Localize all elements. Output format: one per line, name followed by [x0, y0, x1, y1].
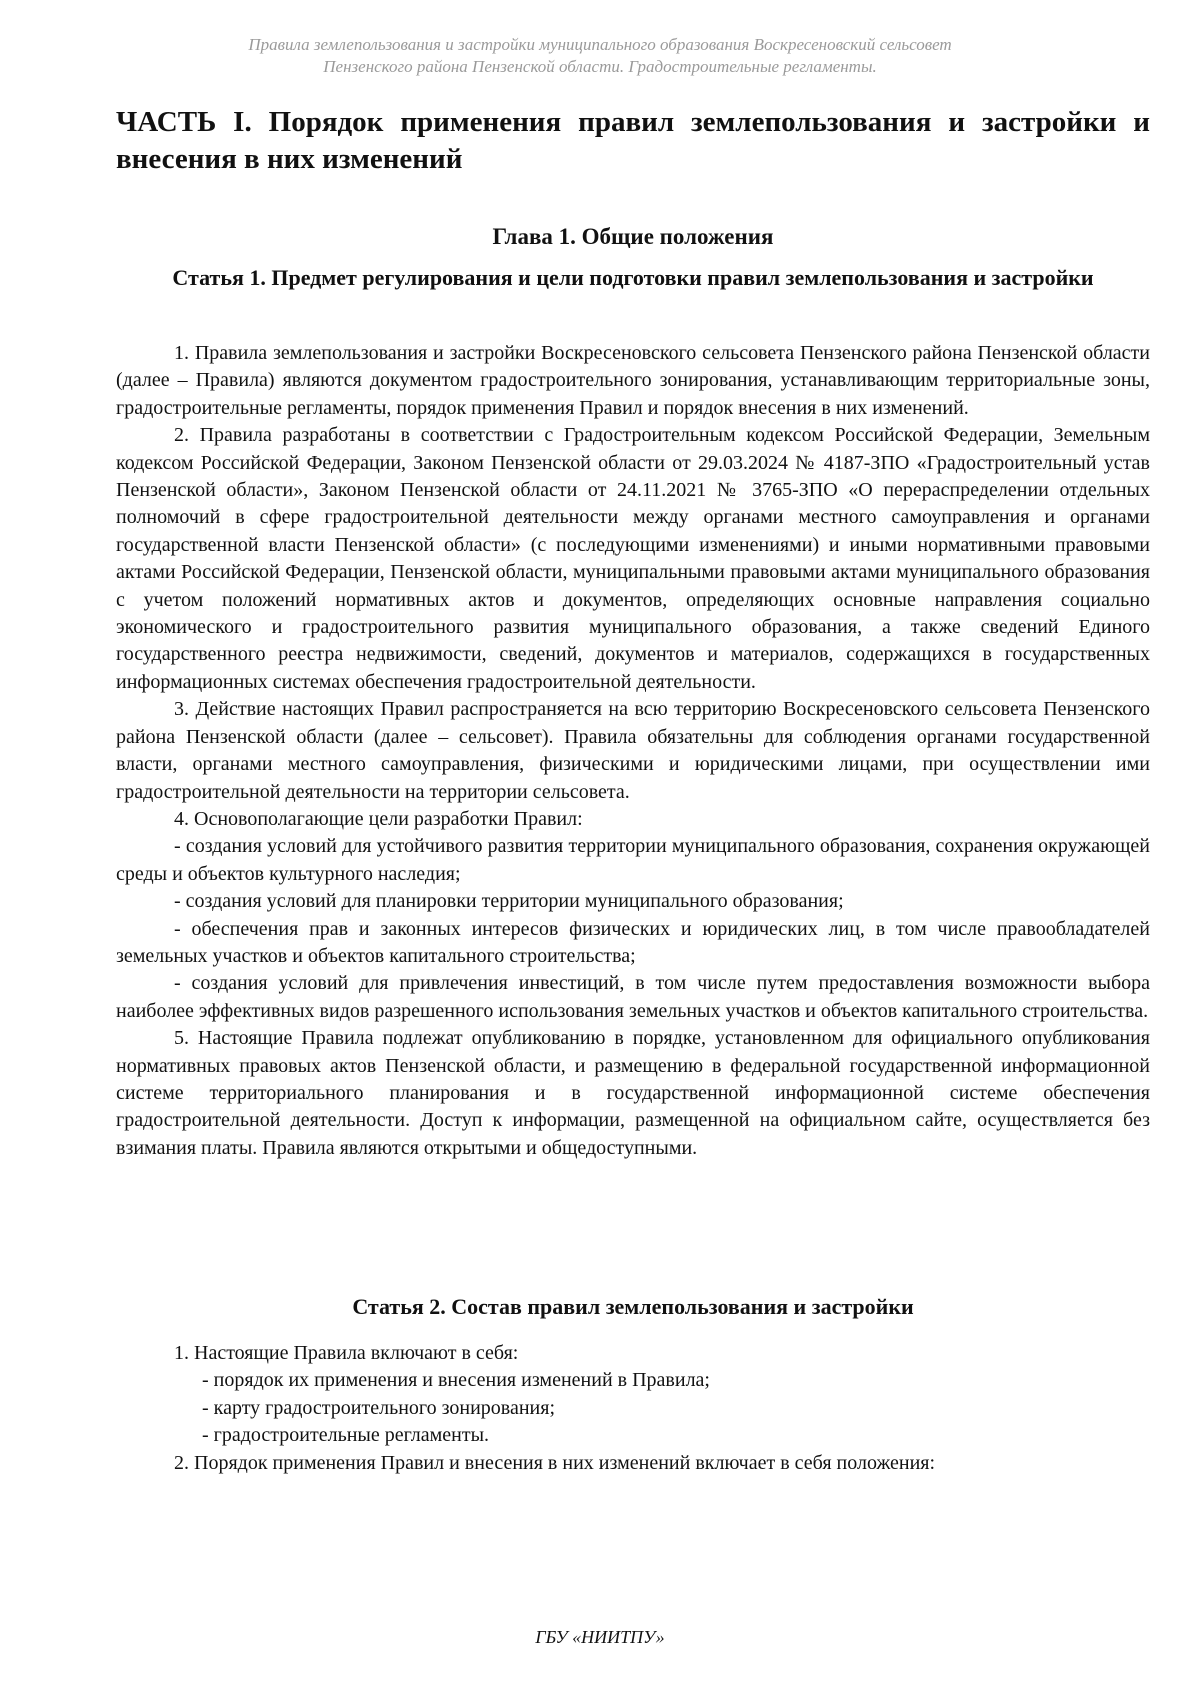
- article-1-goal-1: - создания условий для устойчивого развития территории муниципального образования, сохранения окружающей среды и объектов культурного наследия;: [116, 835, 1150, 885]
- article-1-paragraph-3: 3. Действие настоящих Правил распространяется на всю территорию Воскресеновского сельсовета Пензенского района Пензенской области (далее – сельсовет). Правила обязательны для соблюдения органами государственной власти, органами местного самоуправления, физическими и юридическими лицами, при осуществлении ими градостроительной деятельности на территории сельсовета.: [116, 698, 1150, 803]
- article-2-item-2: - карту градостроительного зонирования;: [202, 1396, 556, 1419]
- article-2-paragraph-1: 1. Настоящие Правила включают в себя:: [174, 1342, 519, 1364]
- running-header-line-1: Правила землепользования и застройки муниципального образования Воскресеновский сельсовет: [248, 35, 952, 54]
- article-1-goal-4: - создания условий для привлечения инвестиций, в том числе путем предоставления возможности выбора наиболее эффективных видов разрешенного использования земельных участков и объектов капитального строительства.: [116, 972, 1150, 1022]
- article-2-title: Статья 2. Состав правил землепользования и застройки: [352, 1294, 914, 1319]
- article-1-goal-3: - обеспечения прав и законных интересов физических и юридических лиц, в том числе правообладателей земельных участков и объектов капитального строительства;: [116, 917, 1150, 967]
- article-1-paragraph-5: 5. Настоящие Правила подлежат опубликованию в порядке, установленном для официального опубликования нормативных правовых актов Пензенской области, и размещению в федеральной государственной информационной системе территориального планирования и в государственной информационной системе обеспечения градостроительной деятельности. Доступ к информации, размещенной на официальном сайте, осуществляется без взимания платы. Правила являются открытыми и общедоступными.: [116, 1027, 1150, 1159]
- article-2-paragraph-2: 2. Порядок применения Правил и внесения в них изменений включает в себя положения:: [174, 1451, 936, 1474]
- article-1-paragraph-4: 4. Основополагающие цели разработки Правил:: [174, 807, 583, 830]
- article-1-goal-2: - создания условий для планировки территории муниципального образования;: [174, 890, 844, 913]
- article-2-item-3: - градостроительные регламенты.: [202, 1424, 490, 1447]
- article-1-body: [116, 340, 1150, 1162]
- part-title: ЧАСТЬ I. Порядок применения правил землепользования и застройки и внесения в них изменений: [116, 106, 1150, 175]
- article-1-title: Статья 1. Предмет регулирования и цели подготовки правил землепользования и застройки: [172, 265, 1094, 290]
- page-footer: ГБУ «НИИТПУ»: [535, 1627, 665, 1647]
- running-header-line-2: Пензенского района Пензенской области. Градостроительные регламенты.: [323, 57, 877, 76]
- article-1-paragraph-2: 2. Правила разработаны в соответствии с Градостроительным кодексом Российской Федерации, Земельным кодексом Российской Федерации, Законом Пензенской области от 29.03.2024 № 4187-ЗПО «Градостроительный устав Пензенской области», Законом Пензенской области от 24.11.2021 № 3765-ЗПО «О перераспределении отдельных полномочий в сфере градостроительной деятельности между органами местного самоуправления и органами государственной власти Пензенской области» (с последующими изменениями) и иными нормативными правовыми актами Российской Федерации, Пензенской области, муниципальными правовыми актами муниципального образования с учетом положений нормативных актов и документов, определяющих основные направления социально экономического и градостроительного развития муниципального образования, а также сведений Единого государственного реестра недвижимости, сведений, документов и материалов, содержащихся в государственных информационных системах обеспечения градостроительной деятельности.: [116, 424, 1150, 693]
- article-2-body: [116, 1340, 1150, 1477]
- chapter-title: Глава 1. Общие положения: [492, 224, 774, 249]
- article-2-item-1: - порядок их применения и внесения изменений в Правила;: [202, 1369, 710, 1392]
- article-1-paragraph-1: 1. Правила землепользования и застройки Воскресеновского сельсовета Пензенского района Пензенской области (далее – Правила) являются документом градостроительного зонирования, устанавливающим территориальные зоны, градостроительные регламенты, порядок применения Правил и порядок внесения в них изменений.: [116, 342, 1150, 419]
- running-header: [150, 34, 1050, 78]
